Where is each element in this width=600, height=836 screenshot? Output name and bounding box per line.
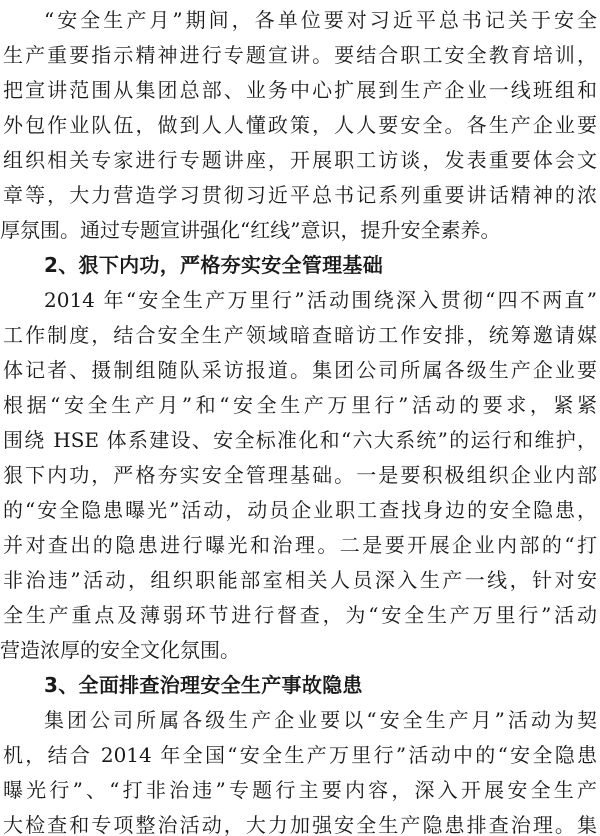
text-line: 营造浓厚的安全文化氛围。 [0, 638, 240, 662]
text-line: 根据“安全生产月”和“安全生产万里行”活动的要求，紧紧 [3, 393, 597, 417]
text-line: 体记者、摄制组随队采访报道。集团公司所属各级生产企业要 [3, 358, 597, 382]
text-line: 非治违”活动，组织职能部室相关人员深入生产一线，针对安 [3, 568, 597, 592]
text-line: 组织相关专家进行专题讲座，开展职工访谈，发表重要体会文 [3, 148, 597, 172]
text-line: 的“安全隐患曝光”活动，动员企业职工查找身边的安全隐患， [3, 498, 597, 522]
text-line: 外包作业队伍，做到人人懂政策，人人要安全。各生产企业要 [3, 113, 597, 137]
section-heading: 2、狠下内功，严格夯实安全管理基础 [44, 253, 384, 277]
text-line: 大检查和专项整治活动，大力加强安全生产隐患排查治理。集 [3, 813, 597, 836]
text-line: 工作制度，结合安全生产领域暗查暗访工作安排，统筹邀请媒 [3, 323, 597, 347]
text-line: 曝光行”、“打非治违”专题行主要内容，深入开展安全生产 [3, 778, 597, 802]
text-line: 集团公司所属各级生产企业要以“安全生产月”活动为契 [44, 708, 597, 732]
text-line: 章等，大力营造学习贯彻习近平总书记系列重要讲话精神的浓 [3, 183, 597, 207]
text-line: 狠下内功，严格夯实安全管理基础。一是要积极组织企业内部 [3, 463, 597, 487]
text-line: 生产重要指示精神进行专题宣讲。要结合职工安全教育培训， [3, 43, 597, 67]
text-line: 并对查出的隐患进行曝光和治理。二是要开展企业内部的“打 [3, 533, 597, 557]
text-line: “安全生产月”期间，各单位要对习近平总书记关于安全 [44, 8, 597, 32]
text-line: 全生产重点及薄弱环节进行督查，为“安全生产万里行”活动 [3, 603, 597, 627]
text-line: 围绕 HSE 体系建设、安全标准化和“六大系统”的运行和维护， [3, 428, 597, 452]
text-line: 把宣讲范围从集团总部、业务中心扩展到生产企业一线班组和 [3, 78, 597, 102]
text-line: 机，结合 2014 年全国“安全生产万里行”活动中的“安全隐患 [3, 743, 597, 767]
section-heading: 3、全面排查治理安全生产事故隐患 [44, 673, 363, 697]
text-line: 厚氛围。通过专题宣讲强化“红线”意识，提升安全素养。 [0, 218, 501, 242]
text-line: 2014 年“安全生产万里行”活动围绕深入贯彻“四不两直” [44, 288, 597, 312]
